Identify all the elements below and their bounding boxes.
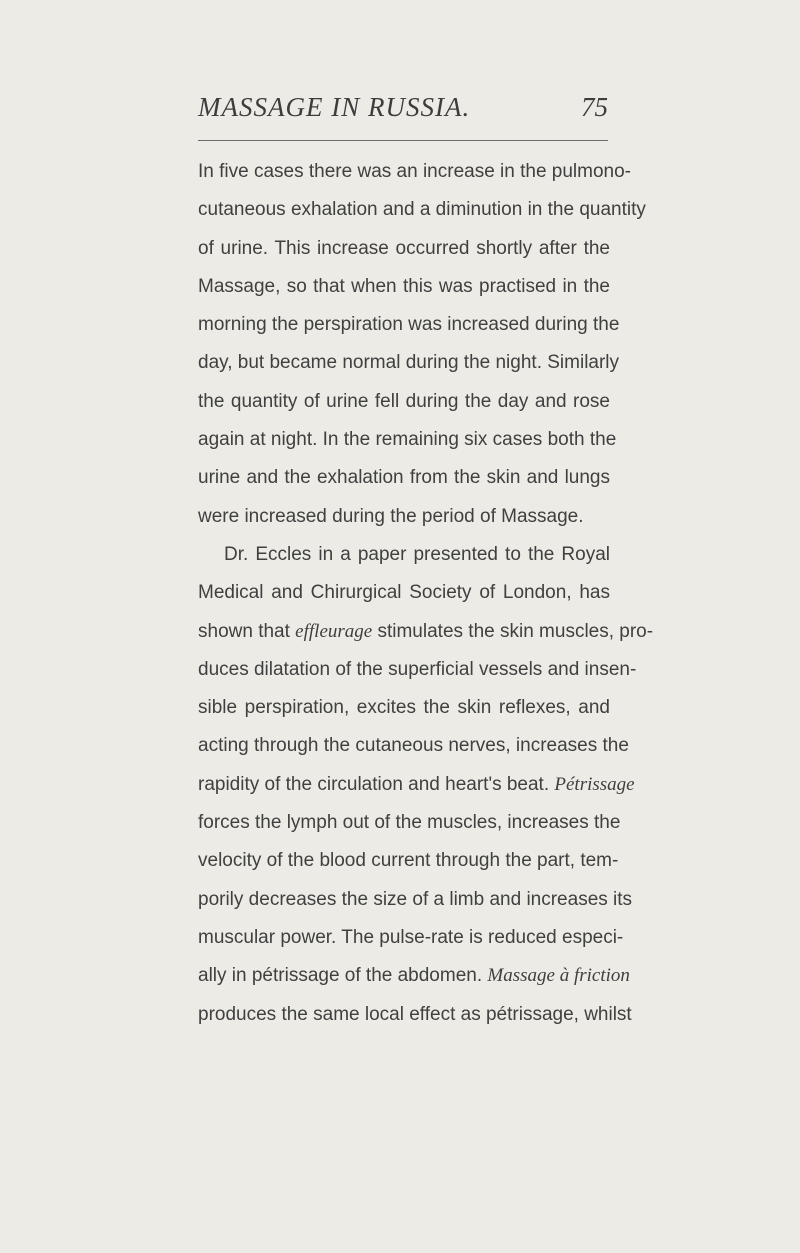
italic-term: Pétrissage (554, 773, 635, 795)
text-line: ally in pétrissage of the abdomen. Massage à friction (198, 965, 630, 987)
text-line: sible perspiration, excites the skin reflexes, and (198, 697, 610, 719)
text-line: acting through the cutaneous nerves, increases the (198, 735, 629, 757)
text-line: muscular power. The pulse-rate is reduced especi- (198, 926, 624, 948)
text-line: Massage, so that when this was practised in the (198, 275, 610, 297)
page-number: 75 (581, 92, 608, 122)
text-line: duces dilatation of the superficial vessels and insen- (198, 658, 637, 680)
text-line: produces the same local effect as pétrissage, whilst (198, 1003, 632, 1025)
text-line: urine and the exhalation from the skin and lungs (198, 467, 610, 489)
header-rule (198, 140, 608, 141)
running-title: MASSAGE IN RUSSIA. (198, 92, 471, 122)
italic-term: effleurage (295, 620, 373, 642)
text-line: were increased during the period of Massage. (198, 505, 584, 527)
text-line: the quantity of urine fell during the day and rose (198, 390, 610, 412)
italic-term: Massage à friction (487, 965, 630, 987)
text-line: Dr. Eccles in a paper presented to the Royal (224, 543, 610, 565)
text-line: day, but became normal during the night. Similarly (198, 352, 620, 374)
text-line: velocity of the blood current through the part, tem- (198, 850, 619, 872)
text-line: porily decreases the size of a limb and increases its (198, 888, 633, 910)
text-line: Medical and Chirurgical Society of London, has (198, 582, 610, 604)
text-line: of urine. This increase occurred shortly after the (198, 237, 610, 259)
body-text (198, 153, 654, 1034)
text-line: morning the perspiration was increased during the (198, 314, 620, 336)
text-line: forces the lymph out of the muscles, increases the (198, 812, 621, 834)
text-line: cutaneous exhalation and a diminution in the quantity (198, 199, 646, 221)
text-line: rapidity of the circulation and heart's beat. Pétrissage (198, 773, 635, 795)
text-line: shown that effleurage stimulates the skin muscles, pro- (198, 620, 654, 642)
text-line: again at night. In the remaining six cases both the (198, 429, 617, 451)
text-line: In five cases there was an increase in the pulmono- (198, 161, 632, 182)
page-header (198, 92, 608, 132)
